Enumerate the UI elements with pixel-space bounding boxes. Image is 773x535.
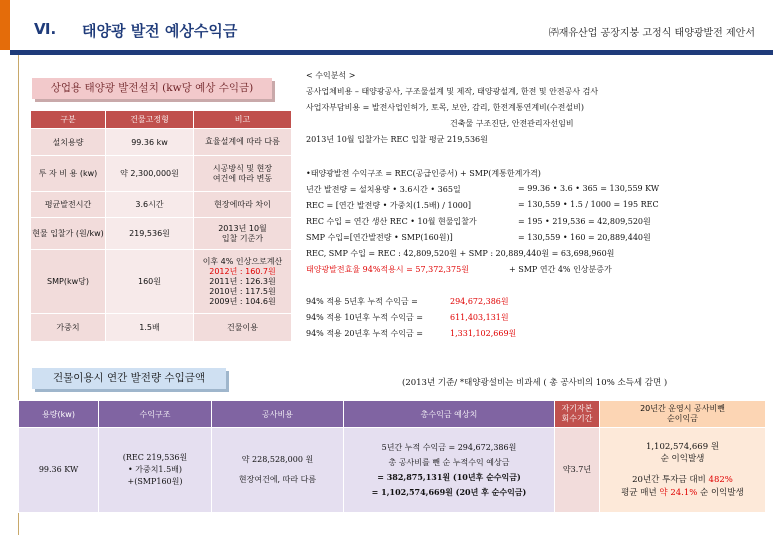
- row-value: 99.36 kw: [106, 129, 194, 156]
- analysis-line: 공사업체비용 – 태양광공사, 구조물설계 및 제작, 태양광설계, 한전 및 안전공사 검사: [306, 87, 599, 96]
- row-label: SMP(kw당): [31, 250, 106, 314]
- net-amount-label: 순 이익발생: [660, 454, 705, 465]
- structure-line: +(SMP160원): [127, 477, 183, 486]
- payback-cell: 약3.7년: [555, 428, 600, 513]
- col-header-construction-cost: 공사비용: [212, 401, 344, 428]
- efficiency-line: 태양광발전효율 94%적용시 = 57,372,375원: [306, 265, 469, 274]
- row-note: 2013년 10월 입찰 기준가: [194, 218, 292, 250]
- net-amount: 1,102,574,669 원: [645, 441, 720, 452]
- row-value: 219,536원: [106, 218, 194, 250]
- cost-note: 현장여건에, 따라 다름: [238, 475, 317, 484]
- col-header-revenue-structure: 수익구조: [99, 401, 212, 428]
- cumulative-10y-value: 611,403,131원: [450, 313, 509, 322]
- cumulative-5y-label: 94% 적용 5년후 누적 수익금 =: [306, 297, 418, 306]
- col-header-remarks: 비고: [194, 111, 292, 129]
- table-row: [31, 314, 292, 342]
- col-header-capacity: 용량(kw): [19, 401, 99, 428]
- row-label: 현물 입찰가 (원/kw): [31, 218, 106, 250]
- row-value: 약 2,300,000원: [106, 156, 194, 192]
- cost-amount: 약 228,528,000 원: [241, 455, 314, 464]
- analysis-line: REC 수입 = 연간 생산 REC • 10월 현물입찰가: [306, 217, 477, 226]
- cumulative-20y-label: 94% 적용 20년후 누적 수익금 =: [306, 329, 423, 338]
- smp-note-line: 2012년 : 160.7원: [209, 266, 276, 276]
- install-spec-table: [30, 110, 292, 342]
- net-ratio-prefix: 20년간 투자금 대비: [632, 475, 706, 485]
- total-line: = 1,102,574,669원 (20년 후 순수익금): [371, 487, 527, 498]
- row-label: 평균발전시간: [31, 192, 106, 218]
- col-header-total-revenue: 총수익금 예상치: [344, 401, 555, 428]
- net-ratio-value: 482%: [708, 475, 733, 485]
- analysis-line: 2013년 10월 입찰가는 REC 입찰 평균 219,536원: [306, 135, 488, 144]
- analysis-line: 건축물 구조진단, 안전관리자선임비: [450, 119, 574, 128]
- net-ratio-line: [600, 474, 765, 487]
- commercial-install-title: 상업용 태양광 발전설치 (kw당 예상 수익금): [32, 78, 272, 99]
- net-avg-value: 약 24.1%: [659, 487, 698, 498]
- smp-note-line: 이후 4% 인상으로계산: [202, 256, 283, 266]
- col-header-net-profit: 20년간 운영시 공사비뺀 순이익금: [600, 401, 766, 428]
- analysis-line: + SMP 연간 4% 인상분증가: [509, 265, 612, 274]
- row-note: 건물이용: [194, 314, 292, 342]
- header-accent-bar: [0, 0, 10, 50]
- col-header-fixed-building: 건물고정형: [106, 111, 194, 129]
- analysis-line: = 99.36 • 3.6 • 365 = 130,559 KW: [518, 184, 660, 193]
- smp-note-line: 2011년 : 126.3원: [209, 276, 276, 286]
- table-row: [31, 250, 292, 314]
- analysis-line: •태양광발전 수익구조 = REC(공급인증서) + SMP(계통한계가격): [306, 169, 541, 178]
- smp-history-note: [194, 250, 292, 314]
- analysis-line: = 195 • 219,536 = 42,809,520원: [518, 217, 651, 226]
- row-label: 설치용량: [31, 129, 106, 156]
- annual-revenue-title: 건물이용시 연간 발전량 수입금액: [32, 368, 226, 389]
- cumulative-5y-value: 294,672,386원: [450, 297, 509, 306]
- cumulative-10y-label: 94% 적용 10년후 누적 수익금 =: [306, 313, 423, 322]
- analysis-heading: < 수익분석 >: [306, 71, 356, 80]
- analysis-line: REC = [연간 발전량 • 가중치(1.5배) / 1000]: [306, 201, 472, 210]
- row-note: 시공방식 및 현장 여건에 따라 변동: [194, 156, 292, 192]
- header-divider: [10, 50, 773, 55]
- row-label: 가중치: [31, 314, 106, 342]
- row-note: 현장에따라 차이: [194, 192, 292, 218]
- net-avg-line: [600, 487, 765, 500]
- table-row: [19, 428, 766, 513]
- analysis-line: = 130,559 • 1.5 / 1000 = 195 REC: [518, 200, 659, 209]
- row-note: 효율설계에 따라 다름: [194, 129, 292, 156]
- company-proposal-label: ㈜재유산업 공장지붕 고정식 태양광발전 제안서: [548, 28, 755, 39]
- total-line: 총 공사비를 뺀 순 누적수익 예상금: [388, 457, 510, 467]
- page-title: 태양광 발전 예상수익금: [82, 22, 238, 40]
- total-line: = 382,875,131원 (10년후 순수익금): [377, 472, 521, 482]
- row-value: 1.5배: [106, 314, 194, 342]
- structure-cell: [99, 428, 212, 513]
- capacity-cell: 99.36 KW: [19, 428, 99, 513]
- page-header: [10, 0, 773, 50]
- net-avg-suffix: 순 이익발생: [700, 487, 744, 498]
- net-profit-cell: [600, 428, 766, 513]
- table-row: [31, 156, 292, 192]
- row-value: 160원: [106, 250, 194, 314]
- table-row: [31, 192, 292, 218]
- row-value: 3.6시간: [106, 192, 194, 218]
- analysis-line: 년간 발전량 = 설치용량 • 3.6시간 • 365일: [306, 185, 461, 194]
- structure-line: • 가중치1.5배): [127, 465, 183, 474]
- table-row: [31, 218, 292, 250]
- col-header-category: 구분: [31, 111, 106, 129]
- table-row: [31, 129, 292, 156]
- analysis-line: 사업자부담비용 = 발전사업인허가, 토목, 보안, 감리, 한전계통연계비(수전설비): [306, 103, 584, 112]
- total-revenue-cell: [344, 428, 555, 513]
- structure-line: (REC 219,536원: [122, 453, 188, 462]
- smp-note-line: 2009년 : 104.6원: [209, 296, 276, 306]
- section-number: Ⅵ.: [34, 20, 57, 38]
- row-label: 투 자 비 용 (kw): [31, 156, 106, 192]
- analysis-line: = 130,559 • 160 = 20,889,440원: [518, 233, 651, 242]
- analysis-line: REC, SMP 수입 = REC : 42,809,520원 + SMP : 20,889,440원 = 63,698,960원: [306, 249, 615, 258]
- analysis-line: SMP 수입=[연간발전량 • SMP(160원)]: [306, 233, 453, 242]
- tax-note: (2013년 기준/ *태양광설비는 비과세 ( 총 공사비의 10% 소득세 감면 ): [402, 378, 668, 388]
- cost-cell: [212, 428, 344, 513]
- cumulative-20y-value: 1,331,102,669원: [450, 329, 517, 338]
- smp-note-line: 2010년 : 117.5원: [209, 286, 276, 296]
- annual-revenue-table: [18, 400, 766, 513]
- net-avg-prefix: 평균 매년: [621, 487, 657, 498]
- col-header-payback-period: 자기자본 회수기간: [555, 401, 600, 428]
- total-line: 5년간 누적 수익금 = 294,672,386원: [381, 442, 517, 452]
